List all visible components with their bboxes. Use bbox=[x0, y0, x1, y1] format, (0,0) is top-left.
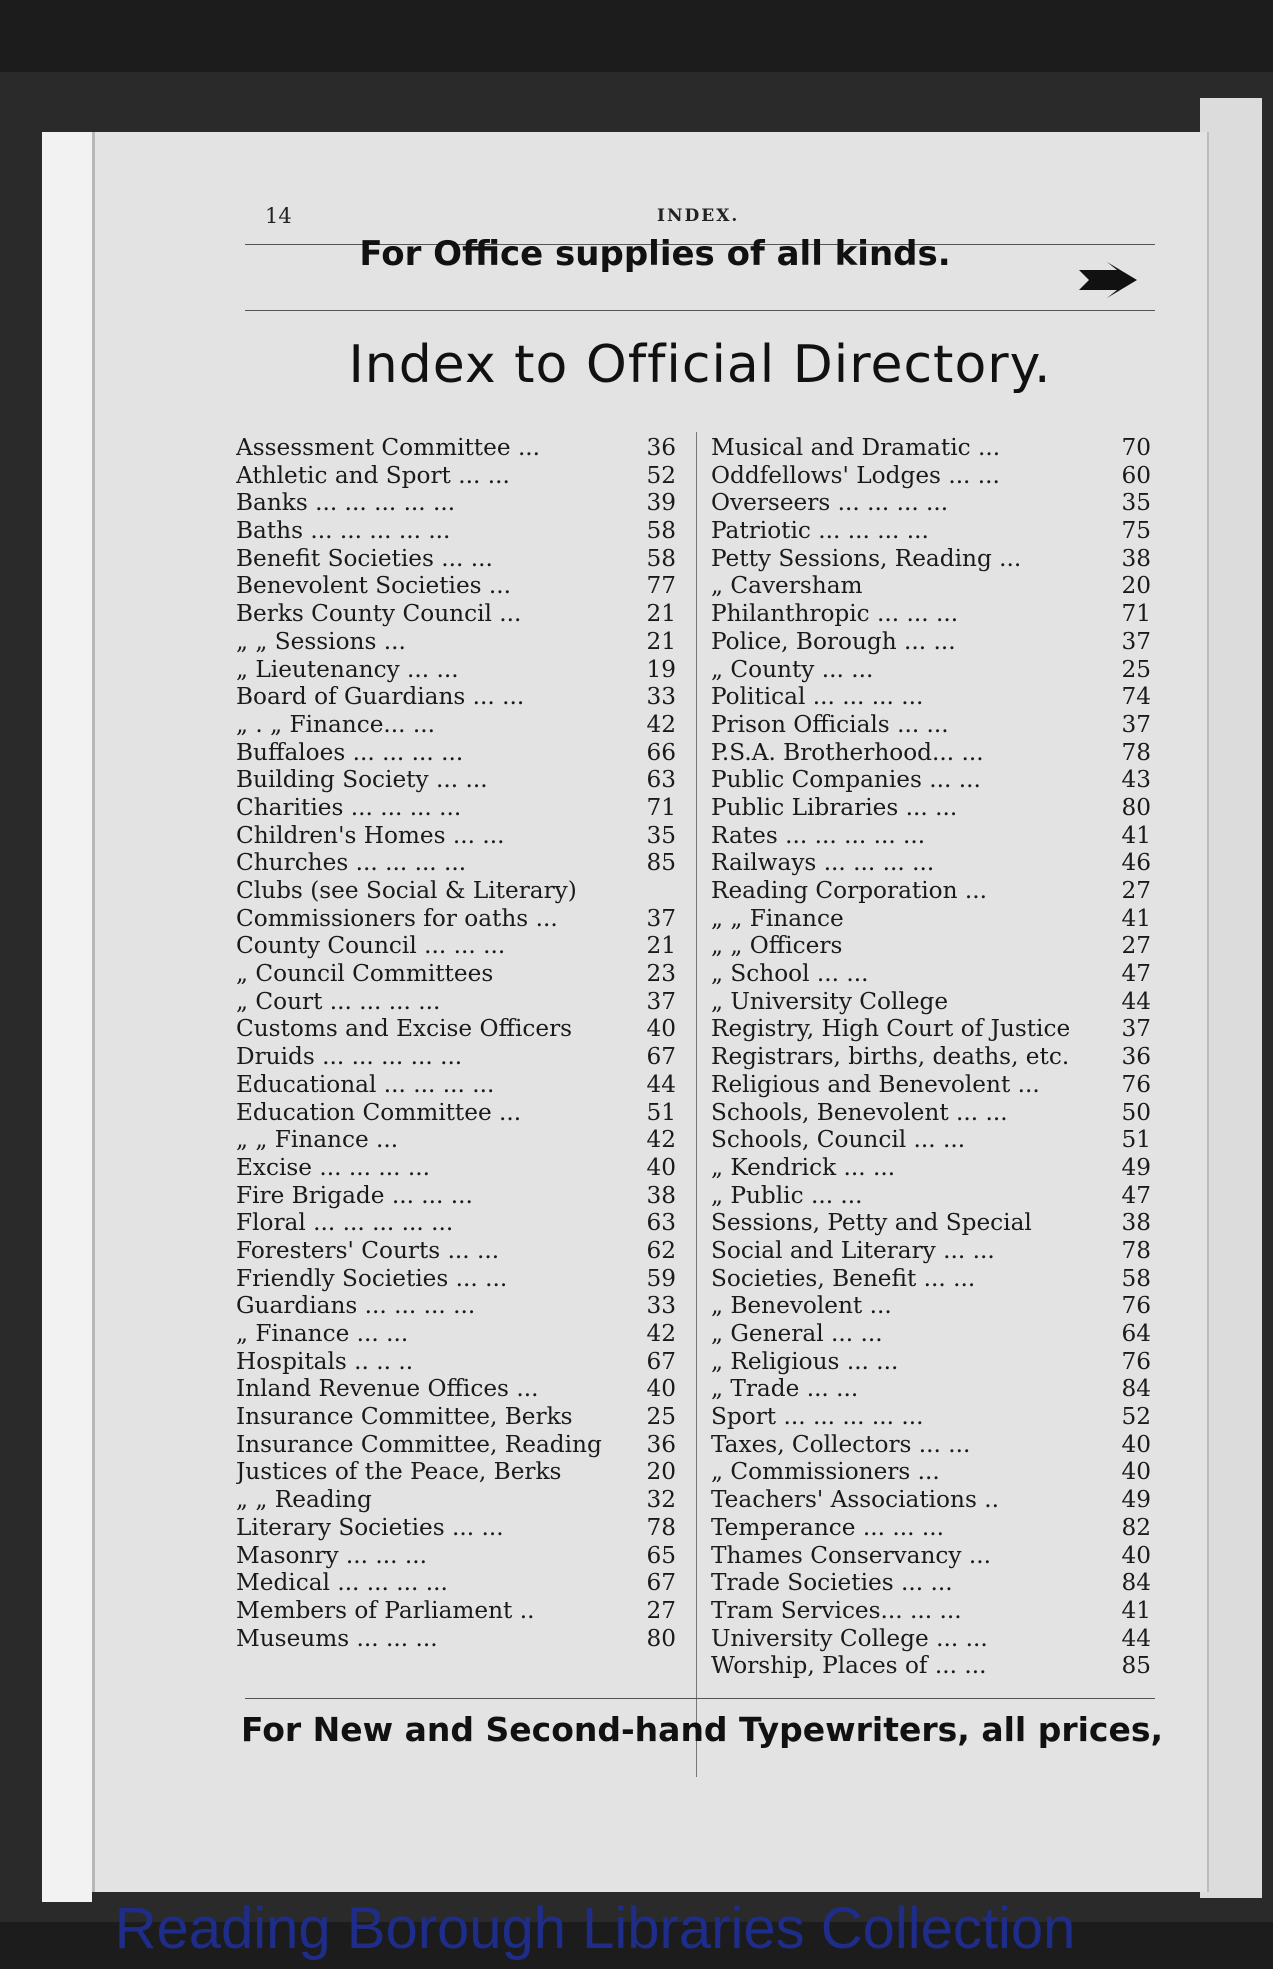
index-entry bbox=[711, 628, 1151, 656]
entry-label: Excise ... ... ... ... bbox=[236, 1153, 430, 1181]
index-entry bbox=[711, 766, 1151, 794]
entry-page-number: 41 bbox=[1121, 821, 1151, 849]
entry-page-number: 78 bbox=[1121, 1236, 1151, 1264]
entry-page-number: 80 bbox=[1121, 793, 1151, 821]
index-entry bbox=[711, 1431, 1151, 1459]
entry-label: „ „ Sessions ... bbox=[236, 627, 406, 655]
entry-page-number: 60 bbox=[1121, 461, 1151, 489]
index-entry bbox=[711, 1015, 1151, 1043]
entry-page-number: 70 bbox=[1121, 434, 1151, 461]
index-entry bbox=[711, 1403, 1151, 1431]
entry-page-number: 52 bbox=[1121, 1403, 1151, 1431]
index-entry bbox=[236, 1431, 676, 1459]
entry-label: Political ... ... ... ... bbox=[711, 683, 924, 711]
index-entry bbox=[236, 1154, 676, 1182]
entry-label: Prison Officials ... ... bbox=[711, 710, 949, 738]
entry-label: Guardians ... ... ... ... bbox=[236, 1292, 476, 1320]
entry-page-number: 84 bbox=[1121, 1375, 1151, 1403]
entry-page-number: 43 bbox=[1121, 766, 1151, 794]
entry-label: „ Benevolent ... bbox=[711, 1292, 892, 1320]
entry-label: Police, Borough ... ... bbox=[711, 627, 956, 655]
entry-page-number: 25 bbox=[1121, 655, 1151, 683]
entry-label: Board of Guardians ... ... bbox=[236, 683, 525, 711]
index-entry bbox=[236, 794, 676, 822]
entry-page-number: 37 bbox=[1121, 627, 1151, 655]
entry-label: Benevolent Societies ... bbox=[236, 572, 512, 600]
entry-page-number: 74 bbox=[1121, 683, 1151, 711]
entry-label: Inland Revenue Offices ... bbox=[236, 1375, 539, 1403]
index-entry bbox=[711, 988, 1151, 1016]
entry-page-number: 37 bbox=[1121, 710, 1151, 738]
entry-page-number: 62 bbox=[646, 1236, 676, 1264]
entry-page-number: 40 bbox=[1121, 1541, 1151, 1569]
entry-label: Schools, Benevolent ... ... bbox=[711, 1098, 1008, 1126]
entry-label: Trade Societies ... ... bbox=[711, 1569, 953, 1597]
entry-label: Insurance Committee, Berks bbox=[236, 1403, 573, 1431]
entry-label: Taxes, Collectors ... ... bbox=[711, 1430, 971, 1458]
bottom-rule bbox=[245, 1698, 1155, 1699]
entry-label: Benefit Societies ... ... bbox=[236, 544, 493, 572]
page-title: Index to Official Directory. bbox=[348, 335, 1052, 395]
running-title: INDEX. bbox=[657, 206, 740, 226]
entry-page-number: 37 bbox=[646, 987, 676, 1015]
entry-label: Charities ... ... ... ... bbox=[236, 793, 462, 821]
entry-page-number: 67 bbox=[646, 1043, 676, 1071]
index-entry bbox=[236, 960, 676, 988]
entry-page-number: 20 bbox=[1121, 572, 1151, 600]
index-entry bbox=[236, 1542, 676, 1570]
index-entry bbox=[711, 794, 1151, 822]
entry-page-number: 47 bbox=[1121, 1181, 1151, 1209]
index-entry bbox=[711, 1458, 1151, 1486]
entry-label: Medical ... ... ... ... bbox=[236, 1569, 448, 1597]
entry-page-number: 27 bbox=[1121, 932, 1151, 960]
index-entry bbox=[236, 1625, 676, 1653]
index-entry bbox=[711, 1099, 1151, 1127]
index-entry bbox=[711, 1209, 1151, 1237]
entry-page-number: 64 bbox=[1121, 1320, 1151, 1347]
entry-label: „ . „ Finance... ... bbox=[236, 710, 436, 738]
entry-page-number: 50 bbox=[1121, 1098, 1151, 1126]
index-entry bbox=[236, 1237, 676, 1265]
index-entry bbox=[236, 988, 676, 1016]
entry-label: Museums ... ... ... bbox=[236, 1624, 438, 1652]
entry-page-number: 41 bbox=[1121, 1596, 1151, 1624]
entry-page-number: 36 bbox=[646, 1430, 676, 1458]
entry-label: „ „ Finance bbox=[711, 904, 844, 932]
entry-label: Religious and Benevolent ... bbox=[711, 1070, 1040, 1098]
entry-label: Public Companies ... ... bbox=[711, 766, 981, 794]
entry-page-number: 76 bbox=[1121, 1292, 1151, 1320]
left-index-column bbox=[236, 434, 676, 1652]
entry-label: Insurance Committee, Reading bbox=[236, 1430, 602, 1458]
entry-page-number: 76 bbox=[1121, 1347, 1151, 1375]
entry-label: „ Trade ... ... bbox=[711, 1375, 859, 1403]
index-entry bbox=[711, 1486, 1151, 1514]
entry-page-number: 58 bbox=[1121, 1264, 1151, 1292]
entry-label: Rates ... ... ... ... ... bbox=[711, 821, 926, 849]
entry-page-number: 52 bbox=[646, 461, 676, 489]
index-entry bbox=[711, 572, 1151, 600]
entry-page-number: 40 bbox=[1121, 1430, 1151, 1458]
entry-page-number: 35 bbox=[646, 821, 676, 849]
index-entry bbox=[236, 1348, 676, 1376]
entry-page-number: 46 bbox=[1121, 849, 1151, 877]
index-entry bbox=[236, 1292, 676, 1320]
entry-page-number: 42 bbox=[646, 710, 676, 738]
entry-page-number: 21 bbox=[646, 627, 676, 655]
entry-label: Buffaloes ... ... ... ... bbox=[236, 738, 464, 766]
entry-page-number: 67 bbox=[646, 1569, 676, 1597]
entry-page-number: 20 bbox=[646, 1458, 676, 1486]
entry-page-number: 21 bbox=[646, 932, 676, 960]
index-entry bbox=[236, 1209, 676, 1237]
index-entry bbox=[236, 545, 676, 573]
index-entry bbox=[236, 1486, 676, 1514]
entry-label: „ General ... ... bbox=[711, 1320, 883, 1347]
index-entry bbox=[236, 628, 676, 656]
entry-page-number: 37 bbox=[646, 904, 676, 932]
index-entry bbox=[236, 766, 676, 794]
entry-label: „ Commissioners ... bbox=[711, 1458, 940, 1486]
index-entry bbox=[711, 489, 1151, 517]
index-entry bbox=[236, 1182, 676, 1210]
entry-label: Banks ... ... ... ... ... bbox=[236, 489, 456, 517]
index-entry bbox=[236, 600, 676, 628]
index-entry bbox=[711, 1265, 1151, 1293]
entry-label: „ Finance ... ... bbox=[236, 1320, 409, 1347]
entry-label: „ University College bbox=[711, 987, 949, 1015]
entry-label: Churches ... ... ... ... bbox=[236, 849, 467, 877]
entry-page-number: 39 bbox=[646, 489, 676, 517]
entry-label: Oddfellows' Lodges ... ... bbox=[711, 461, 1000, 489]
entry-page-number: 33 bbox=[646, 683, 676, 711]
index-entry bbox=[711, 434, 1151, 462]
entry-label: „ Public ... ... bbox=[711, 1181, 863, 1209]
entry-label: Sessions, Petty and Special bbox=[711, 1209, 1032, 1237]
entry-page-number: 65 bbox=[646, 1541, 676, 1569]
index-entry bbox=[236, 877, 676, 905]
entry-page-number: 59 bbox=[646, 1264, 676, 1292]
entry-label: Building Society ... ... bbox=[236, 766, 488, 794]
index-entry bbox=[236, 739, 676, 767]
entry-label: Literary Societies ... ... bbox=[236, 1513, 504, 1541]
entry-page-number: 44 bbox=[1121, 987, 1151, 1015]
page-number: 14 bbox=[265, 204, 292, 228]
entry-page-number: 27 bbox=[1121, 877, 1151, 904]
index-entry bbox=[711, 1182, 1151, 1210]
index-entry bbox=[236, 932, 676, 960]
entry-page-number: 36 bbox=[646, 434, 676, 461]
entry-label: Railways ... ... ... ... bbox=[711, 849, 935, 877]
entry-label: Friendly Societies ... ... bbox=[236, 1264, 508, 1292]
entry-page-number: 49 bbox=[1121, 1153, 1151, 1181]
entry-label: Floral ... ... ... ... ... bbox=[236, 1209, 454, 1237]
entry-page-number: 84 bbox=[1121, 1569, 1151, 1597]
index-entry bbox=[236, 1597, 676, 1625]
entry-label: Schools, Council ... ... bbox=[711, 1126, 966, 1154]
entry-page-number: 38 bbox=[646, 1181, 676, 1209]
index-entry bbox=[711, 1652, 1151, 1680]
right-index-column bbox=[711, 434, 1151, 1680]
entry-label: Registrars, births, deaths, etc. bbox=[711, 1043, 1070, 1071]
entry-page-number: 40 bbox=[646, 1153, 676, 1181]
index-entry bbox=[236, 1071, 676, 1099]
entry-page-number: 63 bbox=[646, 1209, 676, 1237]
index-entry bbox=[711, 600, 1151, 628]
index-entry bbox=[711, 711, 1151, 739]
entry-page-number: 44 bbox=[1121, 1624, 1151, 1652]
top-advert: For Office supplies of all kinds. bbox=[359, 234, 951, 274]
index-entry bbox=[711, 960, 1151, 988]
entry-label: Petty Sessions, Reading ... bbox=[711, 544, 1022, 572]
entry-page-number: 58 bbox=[646, 517, 676, 545]
entry-label: Druids ... ... ... ... ... bbox=[236, 1043, 463, 1071]
entry-page-number: 78 bbox=[646, 1513, 676, 1541]
index-entry bbox=[711, 1237, 1151, 1265]
entry-page-number: 38 bbox=[1121, 1209, 1151, 1237]
entry-label: County Council ... ... ... bbox=[236, 932, 506, 960]
entry-page-number: 67 bbox=[646, 1347, 676, 1375]
entry-label: Tram Services... ... ... bbox=[711, 1596, 962, 1624]
entry-label: „ „ Officers bbox=[711, 932, 843, 960]
next-page-edge bbox=[1200, 98, 1262, 1898]
entry-label: Hospitals .. .. .. bbox=[236, 1347, 414, 1375]
entry-label: Patriotic ... ... ... ... bbox=[711, 517, 929, 545]
column-divider bbox=[696, 432, 697, 1777]
index-entry bbox=[711, 1348, 1151, 1376]
entry-page-number: 42 bbox=[646, 1320, 676, 1347]
entry-label: Educational ... ... ... ... bbox=[236, 1070, 495, 1098]
entry-label: Athletic and Sport ... ... bbox=[236, 461, 510, 489]
entry-label: Fire Brigade ... ... ... bbox=[236, 1181, 473, 1209]
entry-page-number: 82 bbox=[1121, 1513, 1151, 1541]
entry-page-number: 71 bbox=[1121, 600, 1151, 628]
entry-label: Sport ... ... ... ... ... bbox=[711, 1403, 924, 1431]
entry-label: Customs and Excise Officers bbox=[236, 1015, 573, 1043]
entry-label: „ „ Finance ... bbox=[236, 1126, 399, 1154]
entry-page-number: 76 bbox=[1121, 1070, 1151, 1098]
entry-page-number: 25 bbox=[646, 1403, 676, 1431]
entry-label: Masonry ... ... ... bbox=[236, 1541, 427, 1569]
entry-label: Public Libraries ... ... bbox=[711, 793, 958, 821]
index-entry bbox=[236, 1099, 676, 1127]
pointing-hand-icon bbox=[1077, 260, 1147, 300]
collection-watermark: Reading Borough Libraries Collection bbox=[114, 1896, 1076, 1961]
bottom-advert: For New and Second-hand Typewriters, all prices, bbox=[241, 1710, 1164, 1749]
entry-page-number: 40 bbox=[646, 1015, 676, 1043]
entry-label: Temperance ... ... ... bbox=[711, 1513, 944, 1541]
index-entry bbox=[711, 656, 1151, 684]
entry-label: „ County ... ... bbox=[711, 655, 874, 683]
entry-label: „ Caversham bbox=[711, 572, 863, 600]
entry-page-number: 80 bbox=[646, 1624, 676, 1652]
index-entry bbox=[236, 1403, 676, 1431]
entry-page-number: 27 bbox=[646, 1596, 676, 1624]
index-entry bbox=[236, 517, 676, 545]
entry-page-number: 51 bbox=[1121, 1126, 1151, 1154]
index-entry bbox=[236, 1015, 676, 1043]
index-entry bbox=[711, 905, 1151, 933]
entry-label: „ „ Reading bbox=[236, 1486, 372, 1514]
entry-label: University College ... ... bbox=[711, 1624, 988, 1652]
entry-label: Reading Corporation ... bbox=[711, 877, 988, 904]
entry-label: „ Court ... ... ... ... bbox=[236, 987, 441, 1015]
index-entry bbox=[711, 683, 1151, 711]
entry-page-number: 51 bbox=[646, 1098, 676, 1126]
index-entry bbox=[236, 462, 676, 490]
index-entry bbox=[236, 656, 676, 684]
entry-label: Justices of the Peace, Berks bbox=[236, 1458, 562, 1486]
entry-page-number: 58 bbox=[646, 544, 676, 572]
entry-label: Assessment Committee ... bbox=[236, 434, 541, 461]
entry-label: Musical and Dramatic ... bbox=[711, 434, 1001, 461]
index-entry bbox=[711, 1375, 1151, 1403]
entry-page-number: 85 bbox=[646, 849, 676, 877]
index-entry bbox=[236, 1375, 676, 1403]
index-entry bbox=[236, 572, 676, 600]
index-entry bbox=[711, 739, 1151, 767]
index-entry bbox=[236, 489, 676, 517]
index-entry bbox=[711, 1569, 1151, 1597]
index-entry bbox=[711, 1320, 1151, 1348]
index-entry bbox=[236, 822, 676, 850]
entry-label: Philanthropic ... ... ... bbox=[711, 600, 959, 628]
entry-label: Children's Homes ... ... bbox=[236, 821, 505, 849]
index-entry bbox=[236, 683, 676, 711]
index-entry bbox=[711, 1071, 1151, 1099]
entry-page-number: 78 bbox=[1121, 738, 1151, 766]
index-entry bbox=[711, 545, 1151, 573]
entry-page-number bbox=[636, 877, 676, 905]
entry-label: Clubs (see Social & Literary) bbox=[236, 877, 577, 904]
index-entry bbox=[711, 1126, 1151, 1154]
entry-page-number: 71 bbox=[646, 793, 676, 821]
entry-page-number: 40 bbox=[1121, 1458, 1151, 1486]
entry-label: „ School ... ... bbox=[711, 960, 869, 988]
index-entry bbox=[236, 849, 676, 877]
entry-label: „ Lieutenancy ... ... bbox=[236, 655, 459, 683]
entry-label: „ Religious ... ... bbox=[711, 1347, 899, 1375]
entry-label: Societies, Benefit ... ... bbox=[711, 1264, 976, 1292]
entry-label: Baths ... ... ... ... ... bbox=[236, 517, 451, 545]
entry-label: Education Committee ... bbox=[236, 1098, 522, 1126]
entry-label: Members of Parliament .. bbox=[236, 1596, 535, 1624]
entry-page-number: 66 bbox=[646, 738, 676, 766]
index-page bbox=[92, 132, 1209, 1892]
index-entry bbox=[711, 517, 1151, 545]
entry-page-number: 38 bbox=[1121, 544, 1151, 572]
index-entry bbox=[711, 1514, 1151, 1542]
advert-rule bbox=[245, 310, 1155, 311]
index-entry bbox=[236, 711, 676, 739]
entry-page-number: 36 bbox=[1121, 1043, 1151, 1071]
entry-page-number: 63 bbox=[646, 766, 676, 794]
entry-label: „ Kendrick ... ... bbox=[711, 1153, 896, 1181]
entry-page-number: 41 bbox=[1121, 904, 1151, 932]
entry-page-number: 40 bbox=[646, 1375, 676, 1403]
entry-page-number: 85 bbox=[1121, 1652, 1151, 1680]
index-entry bbox=[236, 905, 676, 933]
entry-page-number: 23 bbox=[646, 960, 676, 988]
index-entry bbox=[711, 932, 1151, 960]
index-entry bbox=[236, 1043, 676, 1071]
index-entry bbox=[711, 1597, 1151, 1625]
index-entry bbox=[711, 462, 1151, 490]
entry-label: Registry, High Court of Justice bbox=[711, 1015, 1071, 1043]
index-entry bbox=[711, 1154, 1151, 1182]
page-left-margin bbox=[42, 132, 92, 1902]
entry-page-number: 47 bbox=[1121, 960, 1151, 988]
entry-label: Thames Conservancy ... bbox=[711, 1541, 991, 1569]
index-entry bbox=[236, 1458, 676, 1486]
entry-page-number: 44 bbox=[646, 1070, 676, 1098]
entry-page-number: 33 bbox=[646, 1292, 676, 1320]
index-entry bbox=[711, 849, 1151, 877]
entry-label: Berks County Council ... bbox=[236, 600, 522, 628]
index-entry bbox=[711, 1542, 1151, 1570]
entry-page-number: 49 bbox=[1121, 1486, 1151, 1514]
entry-page-number: 32 bbox=[646, 1486, 676, 1514]
entry-page-number: 75 bbox=[1121, 517, 1151, 545]
index-entry bbox=[236, 1514, 676, 1542]
entry-label: Overseers ... ... ... ... bbox=[711, 489, 949, 517]
entry-label: Foresters' Courts ... ... bbox=[236, 1236, 500, 1264]
entry-label: „ Council Committees bbox=[236, 960, 494, 988]
entry-label: Teachers' Associations .. bbox=[711, 1486, 999, 1514]
entry-label: Social and Literary ... ... bbox=[711, 1236, 995, 1264]
index-entry bbox=[236, 1320, 676, 1348]
entry-label: Commissioners for oaths ... bbox=[236, 904, 558, 932]
index-entry bbox=[711, 1625, 1151, 1653]
entry-page-number: 77 bbox=[646, 572, 676, 600]
entry-page-number: 37 bbox=[1121, 1015, 1151, 1043]
index-entry bbox=[711, 822, 1151, 850]
index-entry bbox=[711, 1043, 1151, 1071]
entry-label: Worship, Places of ... ... bbox=[711, 1652, 987, 1680]
entry-page-number: 42 bbox=[646, 1126, 676, 1154]
index-entry bbox=[236, 434, 676, 462]
entry-page-number: 19 bbox=[646, 655, 676, 683]
index-entry bbox=[236, 1265, 676, 1293]
index-entry bbox=[236, 1126, 676, 1154]
index-entry bbox=[711, 1292, 1151, 1320]
entry-label: P.S.A. Brotherhood... ... bbox=[711, 738, 984, 766]
entry-page-number: 21 bbox=[646, 600, 676, 628]
index-entry bbox=[711, 877, 1151, 905]
entry-page-number: 35 bbox=[1121, 489, 1151, 517]
index-entry bbox=[236, 1569, 676, 1597]
